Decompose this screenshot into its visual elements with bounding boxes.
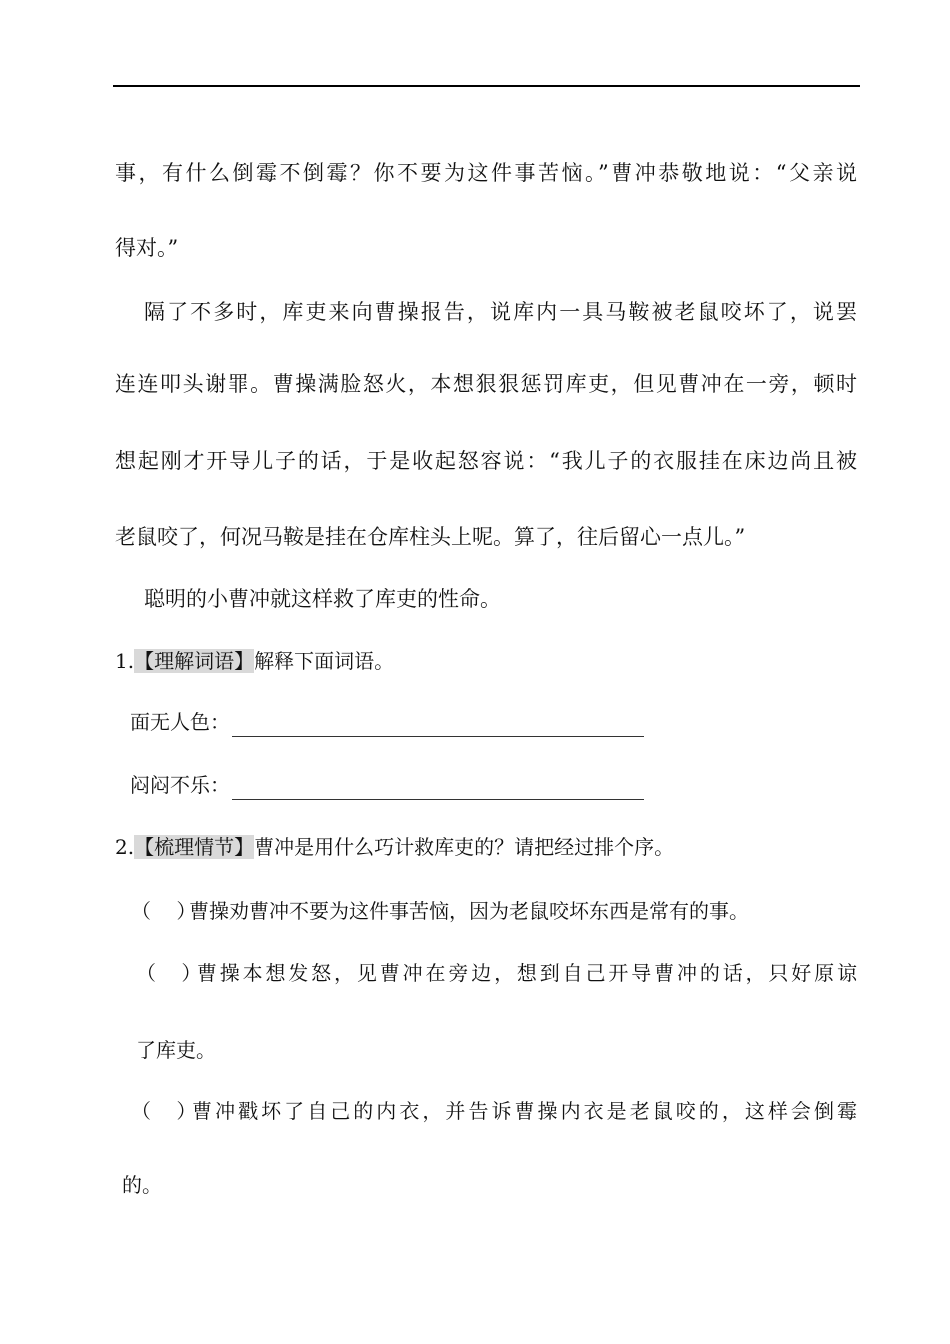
answer-blank-1[interactable] <box>232 714 644 737</box>
question-2-tag: 【梳理情节】 <box>134 835 255 859</box>
question-2-number: 2. <box>115 835 135 859</box>
story-line-3: 隔了不多时，库吏来向曹操报告，说库内一具马鞍被老鼠咬坏了，说罢 <box>144 300 857 324</box>
story-line-2: 得对。” <box>115 236 179 260</box>
question-1-text: 解释下面词语。 <box>254 649 395 673</box>
story-line-7: 聪明的小曹冲就这样救了库吏的性命。 <box>144 587 501 611</box>
answer-blank-2[interactable] <box>232 777 644 800</box>
question-1-tag: 【理解词语】 <box>134 649 255 673</box>
story-line-1: 事，有什么倒霉不倒霉？你不要为这件事苦恼。”曹冲恭敬地说：“父亲说 <box>115 161 857 185</box>
order-item-2-text: 曹操本想发怒，见曹冲在旁边，想到自己开导曹冲的话，只好原谅 <box>194 961 857 985</box>
order-blank-2[interactable]: （ ） <box>136 961 202 985</box>
story-line-6: 老鼠咬了，何况马鞍是挂在仓库柱头上呢。算了，往后留心一点儿。” <box>115 525 746 549</box>
order-item-2-cont: 了库吏。 <box>136 1038 216 1062</box>
question-1-number: 1. <box>115 649 135 673</box>
story-line-5: 想起刚才开导儿子的话，于是收起怒容说：“我儿子的衣服挂在床边尚且被 <box>115 449 857 473</box>
term-row-2 <box>130 770 644 800</box>
order-item-3-cont: 的。 <box>122 1173 162 1197</box>
question-2-heading <box>115 832 674 862</box>
story-line-4: 连连叩头谢罪。曹操满脸怒火，本想狠狠惩罚库吏，但见曹冲在一旁，顿时 <box>115 372 857 396</box>
order-blank-3[interactable]: （ ） <box>131 1099 197 1123</box>
question-2-text: 曹冲是用什么巧计救库吏的？请把经过排个序。 <box>254 835 675 859</box>
order-item-1-text: 曹操劝曹冲不要为这件事苦恼，因为老鼠咬坏东西是常有的事。 <box>189 899 749 923</box>
order-item-1 <box>131 896 749 926</box>
order-item-2 <box>136 958 857 988</box>
term-row-1 <box>130 707 644 737</box>
term-label-1: 面无人色： <box>130 710 230 734</box>
term-label-2: 闷闷不乐： <box>130 773 230 797</box>
header-rule <box>113 85 860 87</box>
question-1-heading <box>115 646 394 676</box>
order-blank-1[interactable]: （ ） <box>131 899 197 923</box>
order-item-3 <box>131 1096 857 1126</box>
order-item-3-text: 曹冲戳坏了自己的内衣，并告诉曹操内衣是老鼠咬的，这样会倒霉 <box>189 1099 857 1123</box>
